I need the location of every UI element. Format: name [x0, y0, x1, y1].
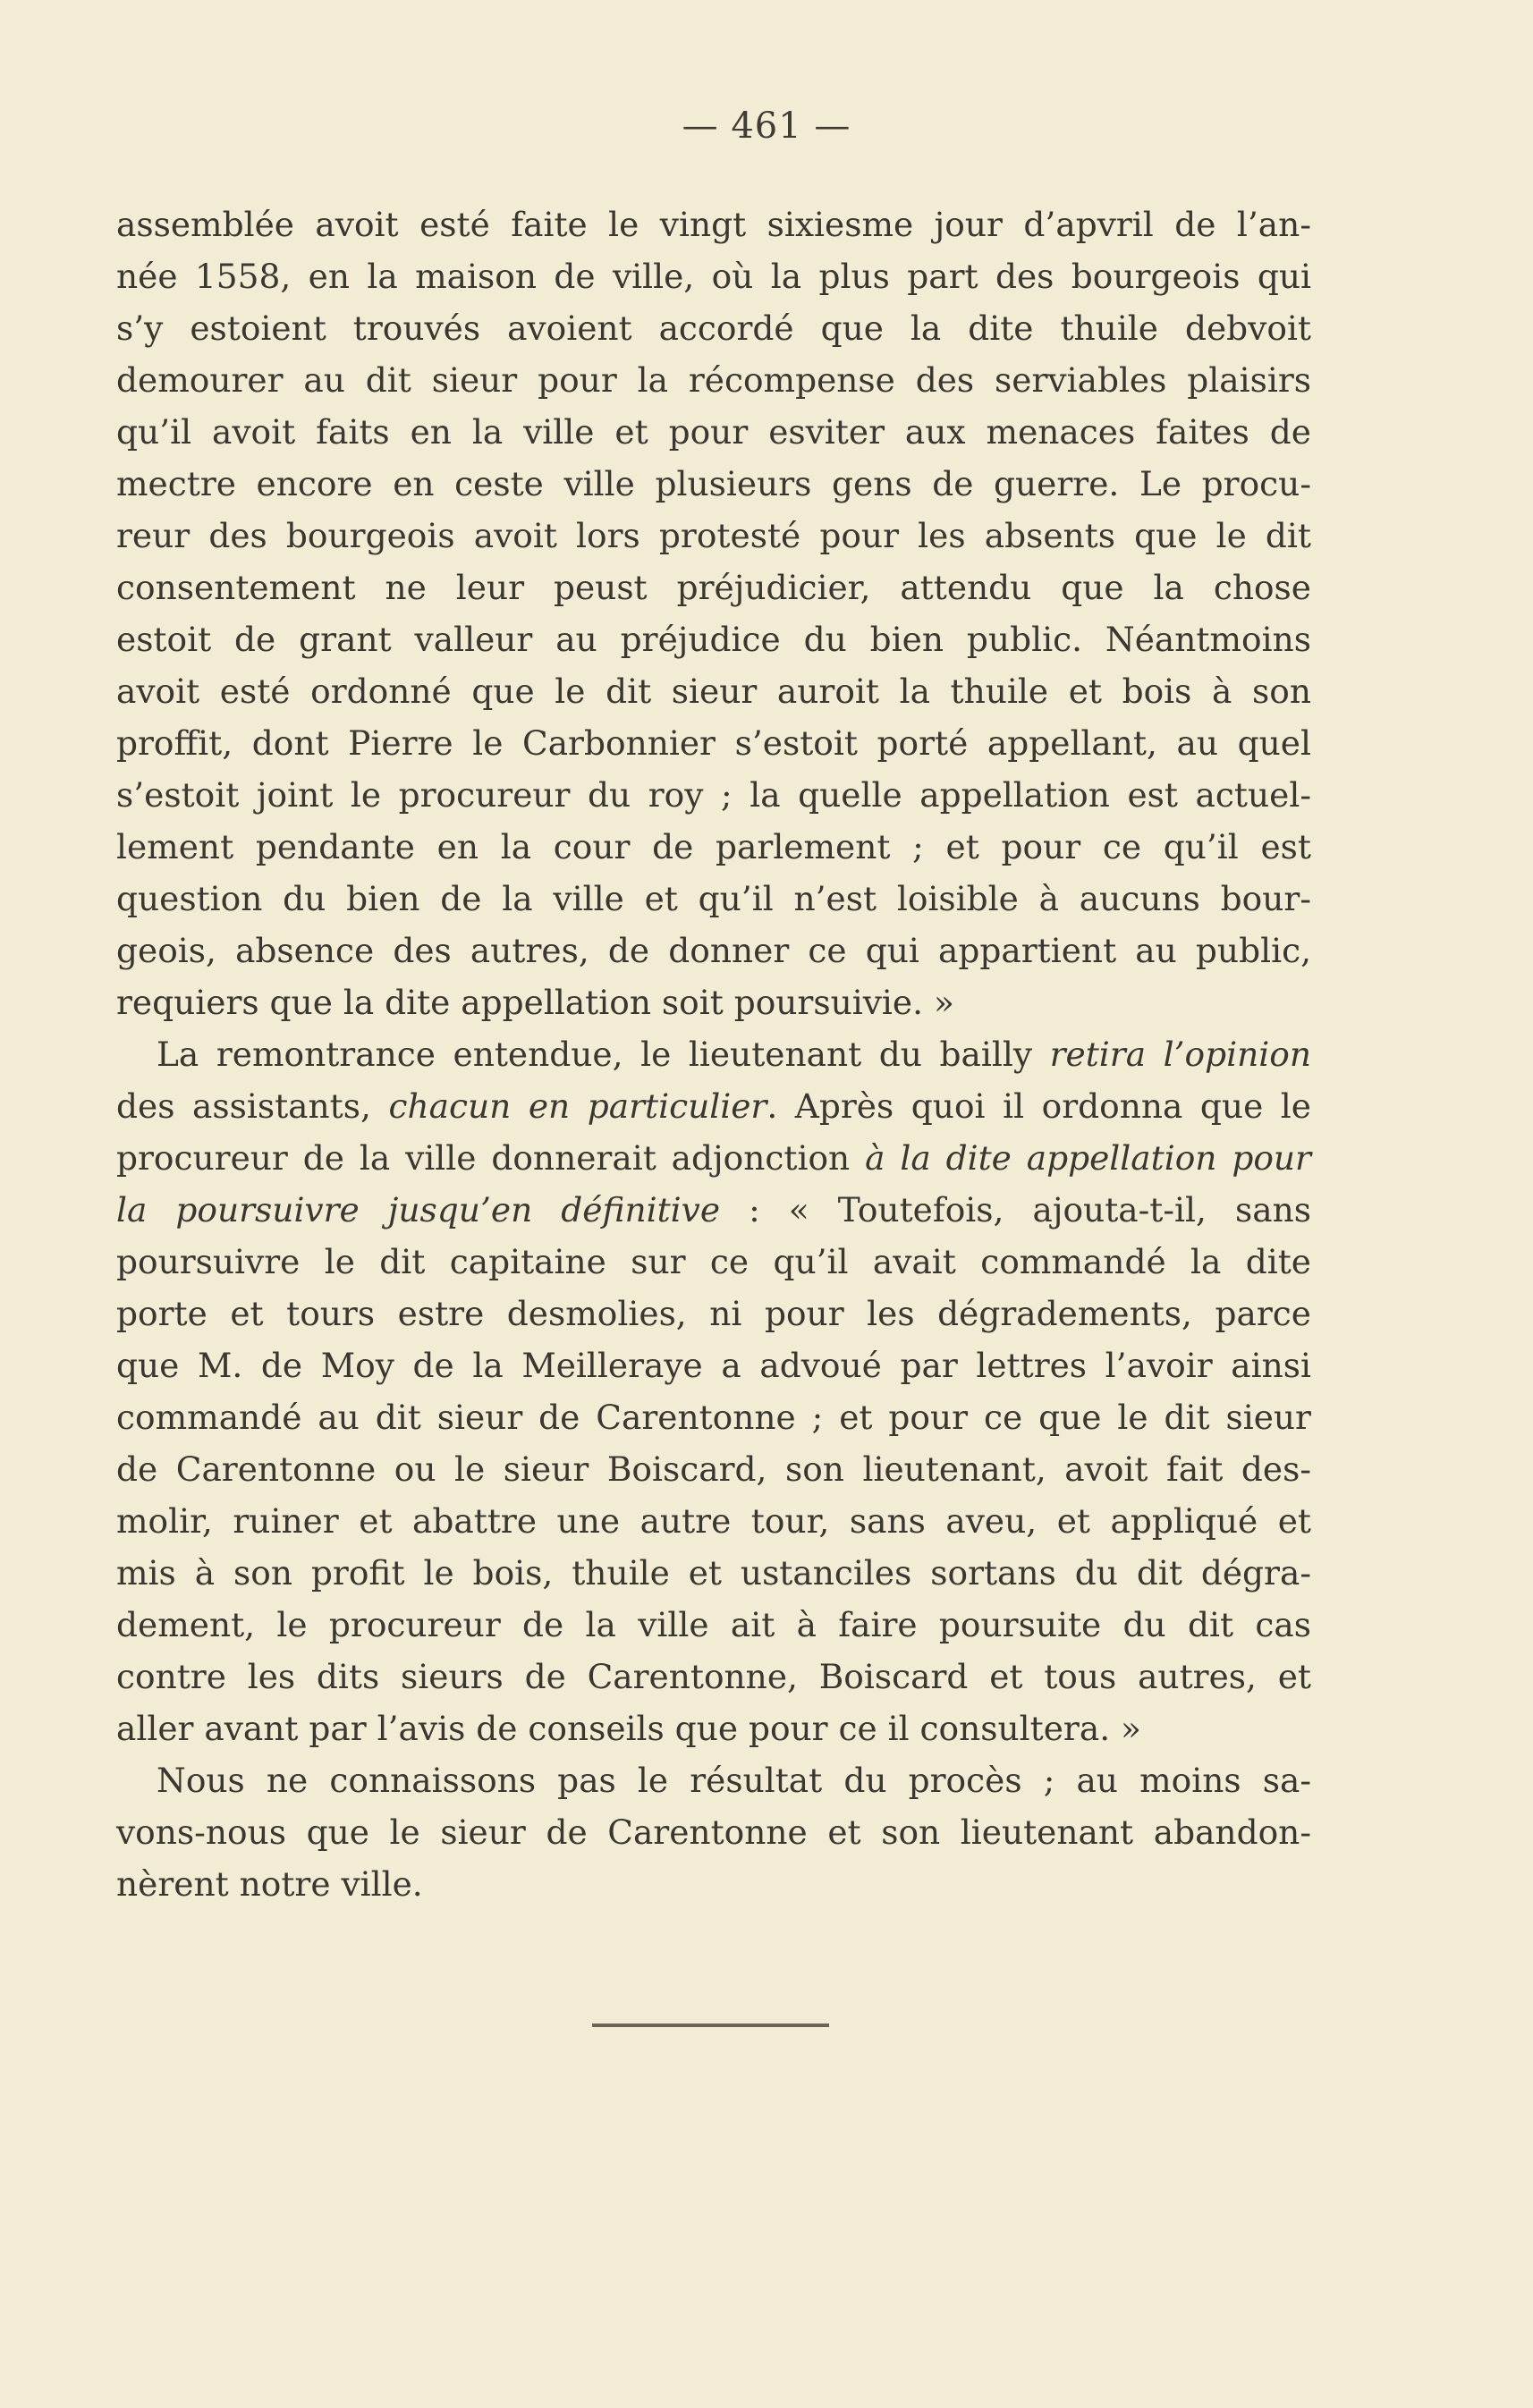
text-roman: . Après quoi il ordonna que le — [766, 1086, 1311, 1126]
text-line: contre les dits sieurs de Carentonne, Boiscard et tous autres, et — [116, 1657, 1311, 1696]
text-line: proffit, dont Pierre le Carbonnier s’estoit porté appellant, au quel — [116, 723, 1311, 763]
text-line: poursuivre le dit capitaine sur ce qu’il avait commandé la dite — [116, 1242, 1311, 1281]
text-line: question du bien de la ville et qu’il n’est loisible à aucuns bour- — [116, 879, 1311, 918]
text-italic: chacun en particulier — [388, 1086, 767, 1126]
text-line: qu’il avoit faits en la ville et pour esviter aux menaces faites de — [116, 412, 1311, 452]
text-line: geois, absence des autres, de donner ce qui appartient au public, — [116, 931, 1311, 970]
text-line: aller avant par l’avis de conseils que pour ce il consultera. » — [116, 1709, 1142, 1748]
text-line: lement pendante en la cour de parlement ; et pour ce qu’il est — [116, 827, 1311, 866]
text-line: consentement ne leur peust préjudicier, attendu que la chose — [116, 568, 1311, 607]
end-rule — [592, 2024, 829, 2027]
text-line: commandé au dit sieur de Carentonne ; et pour ce que le dit sieur — [116, 1398, 1311, 1437]
text-line: s’estoit joint le procureur du roy ; la quelle appellation est actuel- — [116, 775, 1311, 815]
text-italic: la poursuivre jusqu’en définitive — [116, 1190, 721, 1229]
text-line: estoit de grant valleur au préjudice du bien public. Néantmoins — [116, 620, 1311, 659]
text-line — [116, 1184, 1311, 1236]
text-line: demourer au dit sieur pour la récompense des serviables plaisirs — [116, 360, 1311, 400]
text-roman: : « Toutefois, ajouta-t-il, sans — [720, 1190, 1311, 1229]
text-line: requiers que la dite appellation soit poursuivie. » — [116, 983, 954, 1022]
text-italic: retira l’opinion — [1049, 1035, 1311, 1074]
body-text — [116, 199, 1311, 1910]
text-italic: à la dite appellation pour — [865, 1138, 1311, 1178]
text-roman: La remontrance entendue, le lieutenant du bailly — [157, 1035, 1050, 1074]
text-line: porte et tours estre desmolies, ni pour les dégradements, parce — [116, 1294, 1311, 1333]
text-line: Nous ne connaissons pas le résultat du procès ; au moins sa- — [157, 1761, 1311, 1800]
text-roman: des assistants, — [116, 1086, 389, 1126]
text-roman: procureur de la ville donnerait adjonction — [116, 1138, 866, 1178]
text-line: avoit esté ordonné que le dit sieur auroit la thuile et bois à son — [116, 672, 1311, 711]
text-line: née 1558, en la maison de ville, où la plus part des bourgeois qui — [116, 257, 1311, 296]
text-line — [116, 1080, 1311, 1132]
page-number: — 461 — — [682, 106, 851, 147]
text-line — [116, 1028, 1311, 1080]
text-line: nèrent notre ville. — [116, 1864, 423, 1904]
text-line: vons-nous que le sieur de Carentonne et son lieutenant abandon- — [116, 1812, 1311, 1852]
text-line: molir, ruiner et abattre une autre tour, sans aveu, et appliqué et — [116, 1501, 1311, 1541]
text-line — [116, 1132, 1311, 1184]
text-line: s’y estoient trouvés avoient accordé que la dite thuile debvoit — [116, 308, 1311, 348]
text-line: de Carentonne ou le sieur Boiscard, son lieutenant, avoit fait des- — [116, 1449, 1311, 1489]
text-line: assemblée avoit esté faite le vingt sixiesme jour d’apvril de l’an- — [116, 205, 1311, 244]
text-line: reur des bourgeois avoit lors protesté pour les absents que le dit — [116, 516, 1311, 555]
text-line: que M. de Moy de la Meilleraye a advoué par lettres l’avoir ainsi — [116, 1346, 1311, 1385]
text-line: mectre encore en ceste ville plusieurs gens de guerre. Le procu- — [116, 464, 1311, 503]
text-line: dement, le procureur de la ville ait à faire poursuite du dit cas — [116, 1605, 1311, 1644]
text-line: mis à son profit le bois, thuile et ustanciles sortans du dit dégra- — [116, 1553, 1311, 1593]
